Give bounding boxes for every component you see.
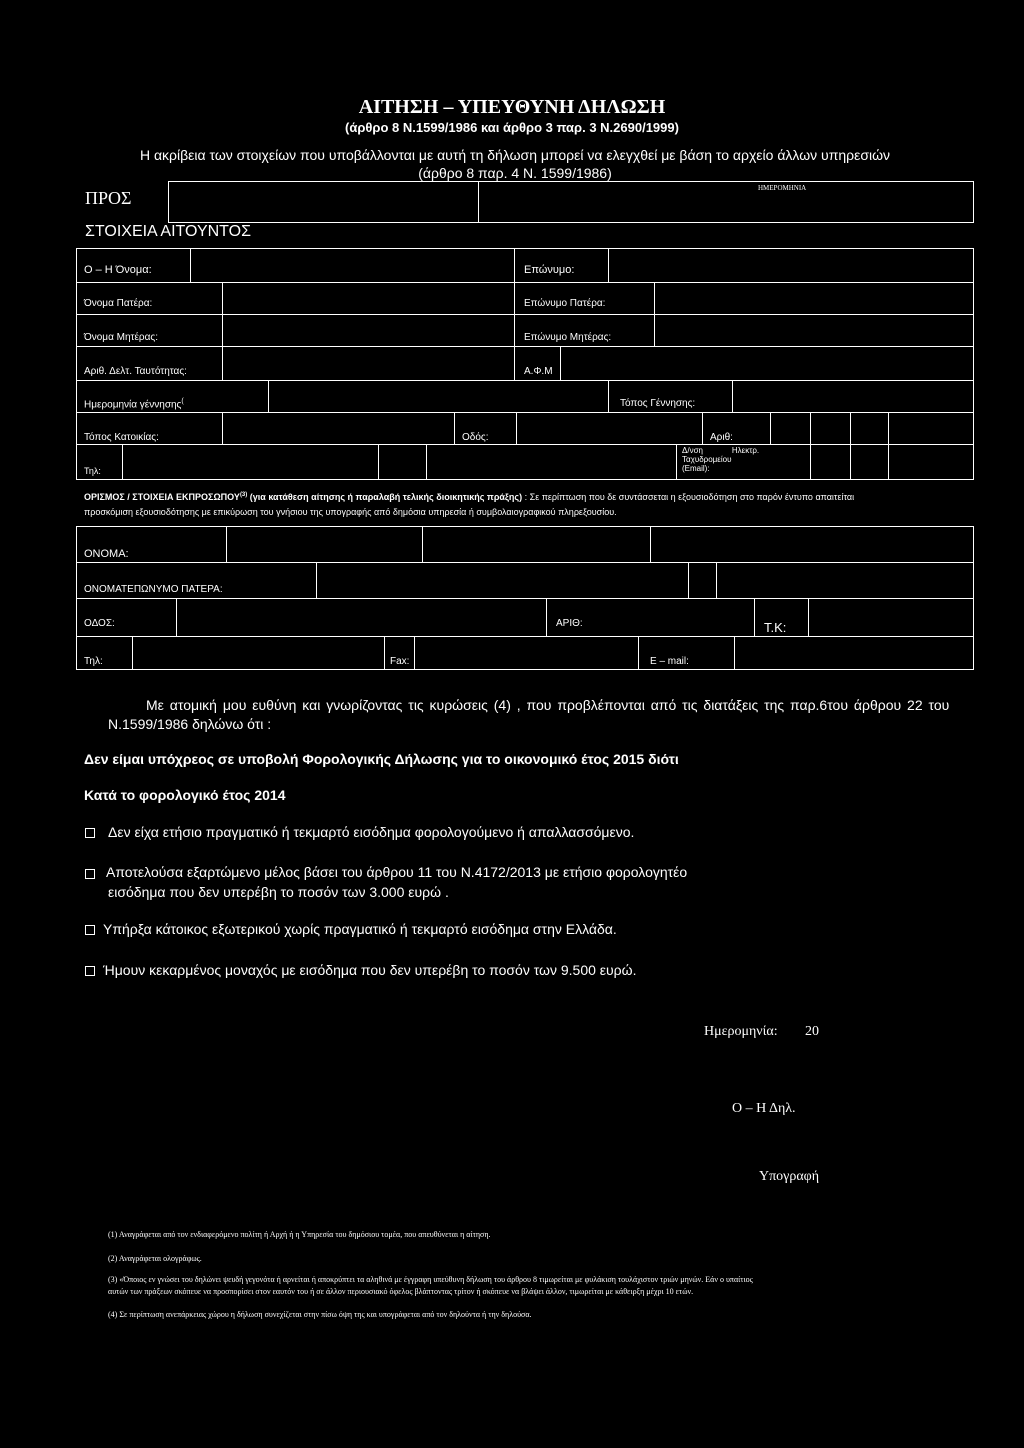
street-label: Οδός:	[462, 432, 489, 443]
footnote-3: (3) «Όποιος εν γνώσει του δηλώνει ψευδή γεγονότα ή αρνείται ή αποκρύπτει τα αληθινά με έγγραφη υπεύθυνη δήλωση του άρθρου 8 τιμωρείται με φυλάκιση τουλάχιστον τριών μηνών. Εάν ο υπαίτιος	[108, 1275, 753, 1284]
rep-postal-label: Τ.Κ:	[764, 620, 787, 635]
birthdate-label-sup: (	[181, 398, 184, 405]
father-surname-field[interactable]	[655, 283, 973, 314]
declaration-main: Δεν είμαι υπόχρεος σε υποβολή Φορολογικής Δήλωσης για το οικονομικό έτος 2015 διότι	[84, 751, 679, 767]
rep-email-field[interactable]	[735, 637, 973, 670]
representative-heading-line-1	[84, 488, 964, 505]
rep-name-label: ΟΝΟΜΑ:	[84, 548, 129, 560]
rep-phone-field[interactable]	[133, 637, 384, 670]
rep-street-label: ΟΔΟΣ:	[84, 618, 115, 629]
birthdate-field[interactable]	[269, 381, 608, 412]
birthdate-label-text: Ημερομηνία γέννησης	[84, 399, 182, 411]
email-label-4: (Email):	[682, 464, 710, 473]
option-1-checkbox[interactable]	[85, 828, 95, 838]
rep-surname-field[interactable]	[423, 527, 649, 562]
afm-field[interactable]	[561, 347, 973, 380]
rep-father-extra-field[interactable]	[717, 563, 973, 598]
email-field[interactable]	[740, 462, 973, 480]
representative-heading-bold2: (για κατάθεση αίτησης ή παραλαβή τελικής διοικητικής πράξης)	[249, 492, 523, 502]
father-surname-label: Επώνυμο Πατέρα:	[524, 298, 606, 309]
name-label: Ο – Η Όνομα:	[84, 264, 152, 276]
signature-date-label: Ημερομηνία:	[704, 1024, 778, 1039]
street-field[interactable]	[517, 413, 702, 444]
footnote-3-line-2: αυτών των πράξεων σκόπευε να προσπορίσει στον εαυτόν του ή σε άλλον περιουσιακό όφελος βλάπτοντας τρίτον ή σκόπευε να βλάψει άλλον, τιμωρείται με κάθειρξη μέχρι 10 ετών.	[108, 1287, 694, 1296]
postal-code-field[interactable]	[811, 413, 973, 444]
signature-date-year: 20	[805, 1024, 819, 1039]
applicant-section-title: ΣΤΟΙΧΕΙΑ ΑΙΤΟΥΝΤΟΣ	[85, 223, 251, 240]
father-name-label: Όνομα Πατέρα:	[84, 298, 153, 309]
mother-surname-field[interactable]	[655, 315, 973, 346]
form-subtitle: (άρθρο 8 Ν.1599/1986 και άρθρο 3 παρ. 3 Ν.2690/1999)	[345, 120, 679, 135]
mother-name-label: Όνομα Μητέρας:	[84, 332, 158, 343]
mother-name-field[interactable]	[223, 315, 514, 346]
residence-label: Τόπος Κατοικίας:	[84, 432, 159, 443]
option-2-checkbox[interactable]	[85, 869, 95, 879]
phone-field[interactable]	[123, 445, 377, 480]
option-3-text: Υπήρξα κάτοικος εξωτερικού χωρίς πραγματικό ή τεκμαρτό εισόδημα στην Ελλάδα.	[103, 921, 617, 937]
father-name-field[interactable]	[223, 283, 514, 314]
rep-extra-field[interactable]	[651, 527, 973, 562]
residence-field[interactable]	[223, 413, 454, 444]
id-field[interactable]	[223, 347, 514, 380]
rep-fax-field[interactable]	[415, 637, 638, 670]
declaration-line-2: Ν.1599/1986 δηλώνω ότι :	[108, 716, 272, 732]
mother-surname-label: Επώνυμο Μητέρας:	[524, 332, 612, 343]
declaration-line-1: Με ατομική μου ευθύνη και γνωρίζοντας τις κυρώσεις (4) , που προβλέπονται από τις διατάξεις της παρ.6του άρθρου 22 του	[146, 697, 950, 713]
birthplace-label: Τόπος Γέννησης:	[620, 398, 696, 409]
number-field[interactable]	[771, 413, 809, 444]
phone-label: Τηλ:	[84, 466, 101, 476]
representative-heading-line-2: προσκόμιση εξουσιοδότησης με επικύρωση του γνήσιου της υπογραφής από δημόσια υπηρεσία ή συμβολαιογραφικού πληρεξουσίου.	[84, 507, 617, 517]
intro-text	[85, 146, 945, 182]
option-4-checkbox[interactable]	[85, 966, 95, 976]
rep-name-field[interactable]	[227, 527, 422, 562]
footnote-2: (2) Αναγράφεται ολογράφως.	[108, 1254, 202, 1263]
option-4-text: Ήμουν κεκαρμένος μοναχός με εισόδημα που δεν υπερέβη το ποσόν των 9.500 ευρώ.	[103, 962, 637, 978]
signature-label: Υπογραφή	[759, 1169, 820, 1184]
birthplace-field[interactable]	[733, 381, 973, 412]
date-field[interactable]	[479, 192, 973, 222]
option-1-text: Δεν είχα ετήσιο πραγματικό ή τεκμαρτό εισόδημα φορολογούμενο ή απαλλασσόμενο.	[108, 824, 635, 840]
form-title: ΑΙΤΗΣΗ – ΥΠΕΥΘΥΝΗ ΔΗΛΩΣΗ	[358, 96, 666, 118]
option-3-checkbox[interactable]	[85, 925, 95, 935]
rep-number-field[interactable]	[600, 599, 754, 636]
email-label-1: Δ/νση	[682, 446, 703, 455]
email-label-2: Ηλεκτρ.	[731, 446, 760, 455]
pros-label: ΠΡΟΣ	[85, 188, 132, 208]
pros-recipient-field[interactable]	[169, 182, 477, 222]
surname-field[interactable]	[609, 249, 973, 282]
name-field[interactable]	[191, 249, 514, 282]
rep-number-label: ΑΡΙΘ:	[556, 618, 583, 629]
afm-label: Α.Φ.Μ	[524, 366, 553, 377]
number-label: Αριθ:	[710, 432, 733, 443]
email-label-3: Ταχυδρομείου	[682, 455, 732, 464]
date-label: ΗΜΕΡΟΜΗΝΙΑ	[758, 184, 807, 192]
rep-fax-label: Fax:	[390, 656, 410, 667]
tax-year: Κατά το φορολογικό έτος 2014	[84, 787, 286, 803]
intro-line-2: (άρθρο 8 παρ. 4 Ν. 1599/1986)	[418, 165, 612, 181]
rep-phone-label: Τηλ:	[84, 656, 103, 667]
representative-heading	[84, 488, 964, 520]
id-label: Αριθ. Δελτ. Ταυτότητας:	[84, 366, 187, 377]
rep-father-field[interactable]	[317, 563, 688, 598]
rep-email-label: E – mail:	[650, 656, 689, 667]
rep-father-label: ΟΝΟΜΑΤΕΠΩΝΥΜΟ ΠΑΤΕΡΑ:	[84, 584, 223, 595]
option-2-text-line-2: εισόδημα που δεν υπερέβη το ποσόν των 3.000 ευρώ .	[108, 884, 449, 900]
birthdate-label	[84, 398, 184, 410]
intro-line-1: Η ακρίβεια των στοιχείων που υποβάλλονται με αυτή τη δήλωση μπορεί να ελεγχθεί με βάση το αρχείο άλλων υπηρεσιών	[139, 147, 891, 163]
option-2-text: Αποτελούσα εξαρτώμενο μέλος βάσει του άρθρου 11 του Ν.4172/2013 με ετήσιο φορολογητέο	[106, 864, 688, 880]
representative-heading-sup: (3)	[239, 492, 248, 498]
representative-heading-rest: : Σε περίπτωση που δε συντάσσεται η εξουσιοδότηση στο παρόν έντυπο απαιτείται	[524, 492, 855, 502]
signature-field[interactable]	[700, 1120, 900, 1160]
footnote-4: (4) Σε περίπτωση ανεπάρκειας χώρου η δήλωση συνεχίζεται στην πίσω όψη της και υπογράφεται από τον δηλούντα ή την δηλούσα.	[108, 1310, 532, 1319]
representative-heading-bold: ΟΡΙΣΜΟΣ / ΣΤΟΙΧΕΙΑ ΕΚΠΡΟΣΩΠΟΥ	[84, 492, 240, 502]
rep-postal-field[interactable]	[809, 599, 973, 636]
surname-label: Επώνυμο:	[524, 264, 575, 276]
declarant-label: Ο – Η Δηλ.	[732, 1101, 796, 1116]
footnote-1: (1) Αναγράφεται από τον ενδιαφερόμενο πολίτη ή Αρχή ή η Υπηρεσία του δημόσιου τομέα, που απευθύνεται η αίτηση.	[108, 1230, 491, 1239]
rep-street-field[interactable]	[177, 599, 546, 636]
